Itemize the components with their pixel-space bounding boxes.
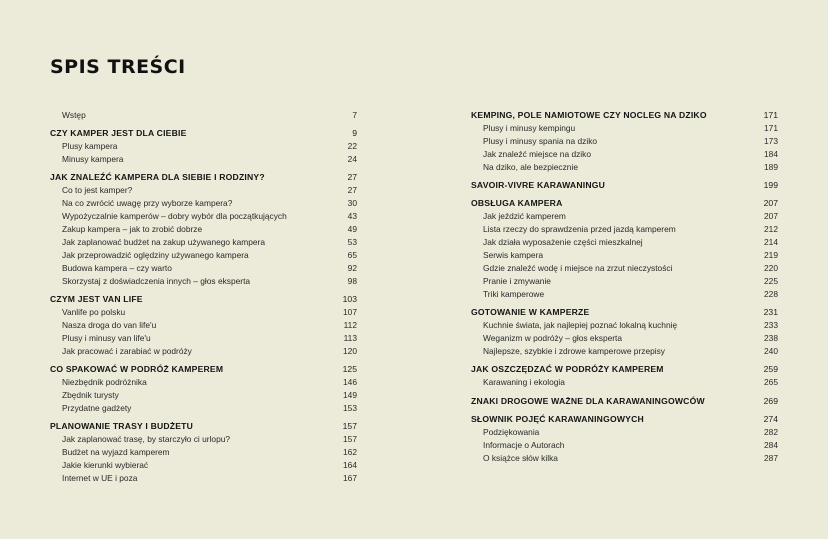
page-number: 173 <box>764 136 778 146</box>
entry-title: Wypożyczalnie kamperów – dobry wybór dla początkujących <box>62 211 287 221</box>
entry-title: Karawaning i ekologia <box>483 377 565 387</box>
entry-title: Skorzystaj z doświadczenia innych – głos eksperta <box>62 276 251 286</box>
section-title: SŁOWNIK POJĘĆ KARAWANINGOWYCH <box>471 414 644 424</box>
section-title: SAVOIR-VIVRE KARAWANINGU <box>471 180 606 190</box>
entry-title: Pranie i zmywanie <box>483 276 551 286</box>
toc-entry <box>50 447 357 457</box>
page-number: 207 <box>764 211 778 221</box>
toc-section <box>471 364 778 374</box>
section-title: CO SPAKOWAĆ W PODRÓŻ KAMPEREM <box>50 364 224 374</box>
entry-title: Niezbędnik podróżnika <box>62 377 147 387</box>
toc-entry <box>471 453 778 463</box>
entry-title: Jak zaplanować budżet na zakup używanego kampera <box>62 237 265 247</box>
toc-entry <box>471 320 778 330</box>
toc-entry <box>471 224 778 234</box>
toc-entry <box>471 237 778 247</box>
page-number: 225 <box>764 276 778 286</box>
page-number: 214 <box>764 237 778 247</box>
toc-entry <box>471 289 778 299</box>
toc-section <box>471 307 778 317</box>
entry-title: Jak pracować i zarabiać w podróży <box>62 346 192 356</box>
entry-title: Jak przeprowadzić oględziny używanego kampera <box>62 250 249 260</box>
entry-title: Vanlife po polsku <box>62 307 126 317</box>
entry-title: Jak jeździć kamperem <box>483 211 566 221</box>
page-number: 287 <box>764 453 778 463</box>
section-title: JAK ZNALEŹĆ KAMPERA DLA SIEBIE I RODZINY? <box>50 172 265 182</box>
entry-title: Na dziko, ale bezpiecznie <box>483 162 578 172</box>
page-number: 120 <box>343 346 357 356</box>
toc-entry <box>471 276 778 286</box>
toc-entry <box>50 434 357 444</box>
page-number: 162 <box>343 447 357 457</box>
page-number: 112 <box>343 320 357 330</box>
page-number: 27 <box>347 172 357 182</box>
page-number: 65 <box>347 250 357 260</box>
page-number: 9 <box>352 128 357 138</box>
page-number: 231 <box>763 307 778 317</box>
entry-title: Plusy i minusy kempingu <box>483 123 576 133</box>
toc-entry <box>471 211 778 221</box>
toc-entry <box>50 307 357 317</box>
toc-entry <box>471 440 778 450</box>
entry-title: Plusy i minusy van life'u <box>62 333 151 343</box>
section-title: PLANOWANIE TRASY I BUDŻETU <box>50 421 194 431</box>
toc-entry <box>50 198 357 208</box>
toc-entry <box>50 185 357 195</box>
entry-title: Co to jest kamper? <box>62 185 133 195</box>
entry-title: Jak znaleźć miejsce na dziko <box>483 149 591 159</box>
toc-entry <box>50 263 357 273</box>
toc-entry <box>471 377 778 387</box>
toc-section <box>50 421 357 431</box>
page-number: 282 <box>764 427 778 437</box>
page-number: 49 <box>347 224 357 234</box>
page-number: 103 <box>342 294 357 304</box>
page-number: 238 <box>764 333 778 343</box>
page-number: 212 <box>764 224 778 234</box>
toc-section <box>50 364 357 374</box>
section-title: OBSŁUGA KAMPERA <box>471 198 563 208</box>
toc-entry <box>50 460 357 470</box>
page-number: 164 <box>343 460 357 470</box>
section-title: GOTOWANIE W KAMPERZE <box>471 307 590 317</box>
entry-title: Jak zaplanować trasę, by starczyło ci urlopu? <box>62 434 231 444</box>
page-number: 153 <box>343 403 357 413</box>
toc-entry <box>50 154 357 164</box>
page-number: 269 <box>763 396 778 406</box>
page-number: 98 <box>347 276 357 286</box>
section-title: CZY KAMPER JEST DLA CIEBIE <box>50 128 187 138</box>
toc-entry <box>50 403 357 413</box>
toc-entry <box>471 136 778 146</box>
entry-title: Minusy kampera <box>62 154 124 164</box>
page-number: 43 <box>347 211 357 221</box>
page-number: 157 <box>343 434 357 444</box>
toc-entry <box>471 427 778 437</box>
toc-entry <box>471 123 778 133</box>
page-number: 149 <box>343 390 357 400</box>
toc-entry <box>50 110 357 120</box>
toc-section <box>50 128 357 138</box>
toc-entry <box>50 346 357 356</box>
toc-entry <box>50 224 357 234</box>
section-title: ZNAKI DROGOWE WAŻNE DLA KARAWANINGOWCÓW <box>471 396 705 406</box>
page-number: 157 <box>342 421 357 431</box>
page-number: 167 <box>343 473 357 483</box>
toc-entry <box>471 162 778 172</box>
toc-entry <box>50 250 357 260</box>
page-number: 30 <box>347 198 357 208</box>
entry-title: Plusy kampera <box>62 141 118 151</box>
toc-section <box>471 180 778 190</box>
page-number: 107 <box>343 307 357 317</box>
toc-entry <box>50 473 357 483</box>
page-number: 207 <box>763 198 778 208</box>
page-number: 240 <box>764 346 778 356</box>
toc-entry <box>50 390 357 400</box>
page-number: 184 <box>764 149 778 159</box>
page-number: 113 <box>343 333 357 343</box>
toc-entry <box>50 333 357 343</box>
entry-title: Budżet na wyjazd kamperem <box>62 447 170 457</box>
page-number: 53 <box>347 237 357 247</box>
toc-entry <box>471 346 778 356</box>
entry-title: Gdzie znaleźć wodę i miejsce na zrzut nieczystości <box>483 263 673 273</box>
page-number: 146 <box>343 377 357 387</box>
entry-title: Internet w UE i poza <box>62 473 138 483</box>
page-number: 219 <box>764 250 778 260</box>
page-number: 189 <box>764 162 778 172</box>
entry-title: Nasza droga do van life'u <box>62 320 157 330</box>
page-number: 259 <box>763 364 778 374</box>
entry-title: Jak działa wyposażenie części mieszkalnej <box>483 237 643 247</box>
page-title: SPIS TREŚCI <box>50 56 186 78</box>
section-title: CZYM JEST VAN LIFE <box>50 294 143 304</box>
page-number: 22 <box>347 141 357 151</box>
entry-title: Wstęp <box>62 110 86 120</box>
entry-title: Podziękowania <box>483 427 540 437</box>
toc-entry <box>50 237 357 247</box>
page-number: 199 <box>763 180 778 190</box>
page-number: 265 <box>764 377 778 387</box>
toc-entry <box>50 211 357 221</box>
page-number: 125 <box>342 364 357 374</box>
toc-entry <box>50 276 357 286</box>
toc-section <box>471 396 778 406</box>
page-number: 7 <box>352 110 357 120</box>
entry-title: Jakie kierunki wybierać <box>62 460 149 470</box>
toc-entry <box>471 333 778 343</box>
toc-section <box>50 172 357 182</box>
page-number: 220 <box>764 263 778 273</box>
entry-title: Informacje o Autorach <box>483 440 565 450</box>
page-number: 233 <box>764 320 778 330</box>
toc-section <box>471 110 778 120</box>
toc-section <box>50 294 357 304</box>
page-number: 27 <box>347 185 357 195</box>
toc-section <box>471 414 778 424</box>
page-number: 228 <box>764 289 778 299</box>
entry-title: Budowa kampera – czy warto <box>62 263 172 273</box>
page-number: 24 <box>347 154 357 164</box>
entry-title: O książce słów kilka <box>483 453 558 463</box>
toc-entry <box>471 263 778 273</box>
section-title: JAK OSZCZĘDZAĆ W PODRÓŻY KAMPEREM <box>471 364 664 374</box>
entry-title: Triki kamperowe <box>483 289 545 299</box>
entry-title: Przydatne gadżety <box>62 403 132 413</box>
toc-entry <box>471 149 778 159</box>
entry-title: Zakup kampera – jak to zrobić dobrze <box>62 224 203 234</box>
toc-entry <box>471 250 778 260</box>
section-title: KEMPING, POLE NAMIOTOWE CZY NOCLEG NA DZIKO <box>471 110 707 120</box>
entry-title: Serwis kampera <box>483 250 544 260</box>
toc-section <box>471 198 778 208</box>
entry-title: Najlepsze, szybkie i zdrowe kamperowe przepisy <box>483 346 665 356</box>
toc-entry <box>50 377 357 387</box>
entry-title: Kuchnie świata, jak najlepiej poznać lokalną kuchnię <box>483 320 678 330</box>
page-number: 284 <box>764 440 778 450</box>
page-number: 171 <box>764 123 778 133</box>
page-number: 274 <box>763 414 778 424</box>
entry-title: Na co zwrócić uwagę przy wyborze kampera? <box>62 198 233 208</box>
entry-title: Lista rzeczy do sprawdzenia przed jazdą kamperem <box>483 224 676 234</box>
page-number: 92 <box>347 263 357 273</box>
entry-title: Weganizm w podróży – głos eksperta <box>483 333 623 343</box>
page-number: 171 <box>763 110 778 120</box>
entry-title: Plusy i minusy spania na dziko <box>483 136 598 146</box>
toc-entry <box>50 320 357 330</box>
toc-entry <box>50 141 357 151</box>
entry-title: Zbędnik turysty <box>62 390 119 400</box>
